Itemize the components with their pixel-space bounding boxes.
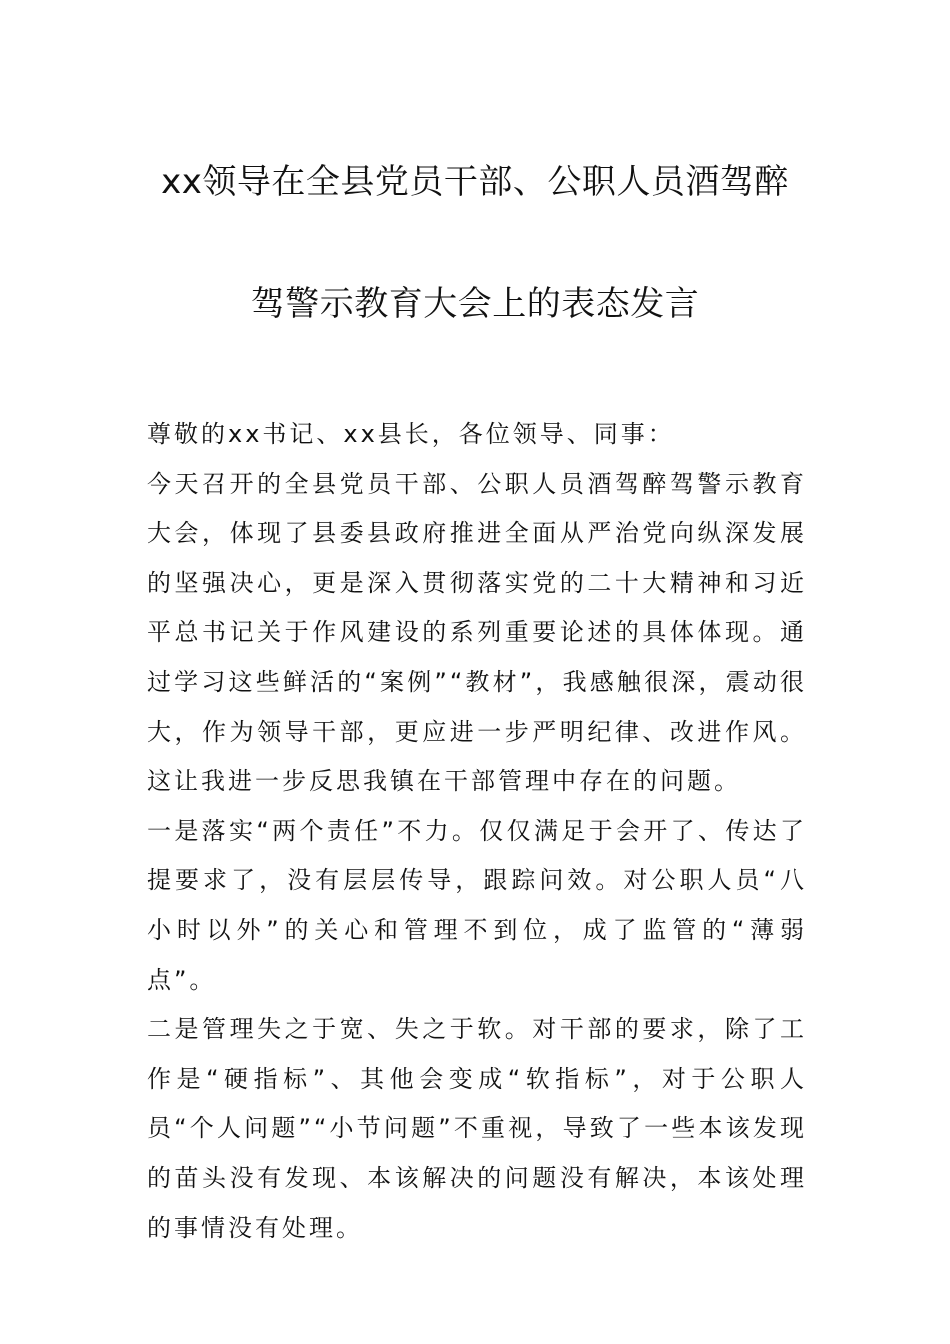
document-body: [147, 410, 807, 1253]
salutation: 尊敬的xx书记、xx县长，各位领导、同事：: [147, 420, 675, 448]
paragraph-point-two: 二是管理失之于宽、失之于软。对干部的要求，除了工作是“硬指标”、其他会变成“软指标”，对于公职人员“个人问题”“小节问题”不重视，导致了一些本该发现的苗头没有发现、本该解决的问题没有解决，本该处理的事情没有处理。: [147, 1015, 807, 1242]
document-title-line-2: 驾警示教育大会上的表态发言: [250, 284, 700, 324]
paragraph-point-one: 一是落实“两个责任”不力。仅仅满足于会开了、传达了提要求了，没有层层传导，跟踪问效。对公职人员“八小时以外”的关心和管理不到位，成了监管的“薄弱点”。: [147, 816, 807, 994]
paragraph-intro: 今天召开的全县党员干部、公职人员酒驾醉驾警示教育大会，体现了县委县政府推进全面从严治党向纵深发展的坚强决心，更是深入贯彻落实党的二十大精神和习近平总书记关于作风建设的系列重要论述的具体体现。通过学习这些鲜活的“案例”“教材”，我感触很深，震动很大，作为领导干部，更应进一步严明纪律、改进作风。这让我进一步反思我镇在干部管理中存在的问题。: [147, 469, 807, 796]
document-title-line-1: xx领导在全县党员干部、公职人员酒驾醉: [161, 162, 789, 202]
